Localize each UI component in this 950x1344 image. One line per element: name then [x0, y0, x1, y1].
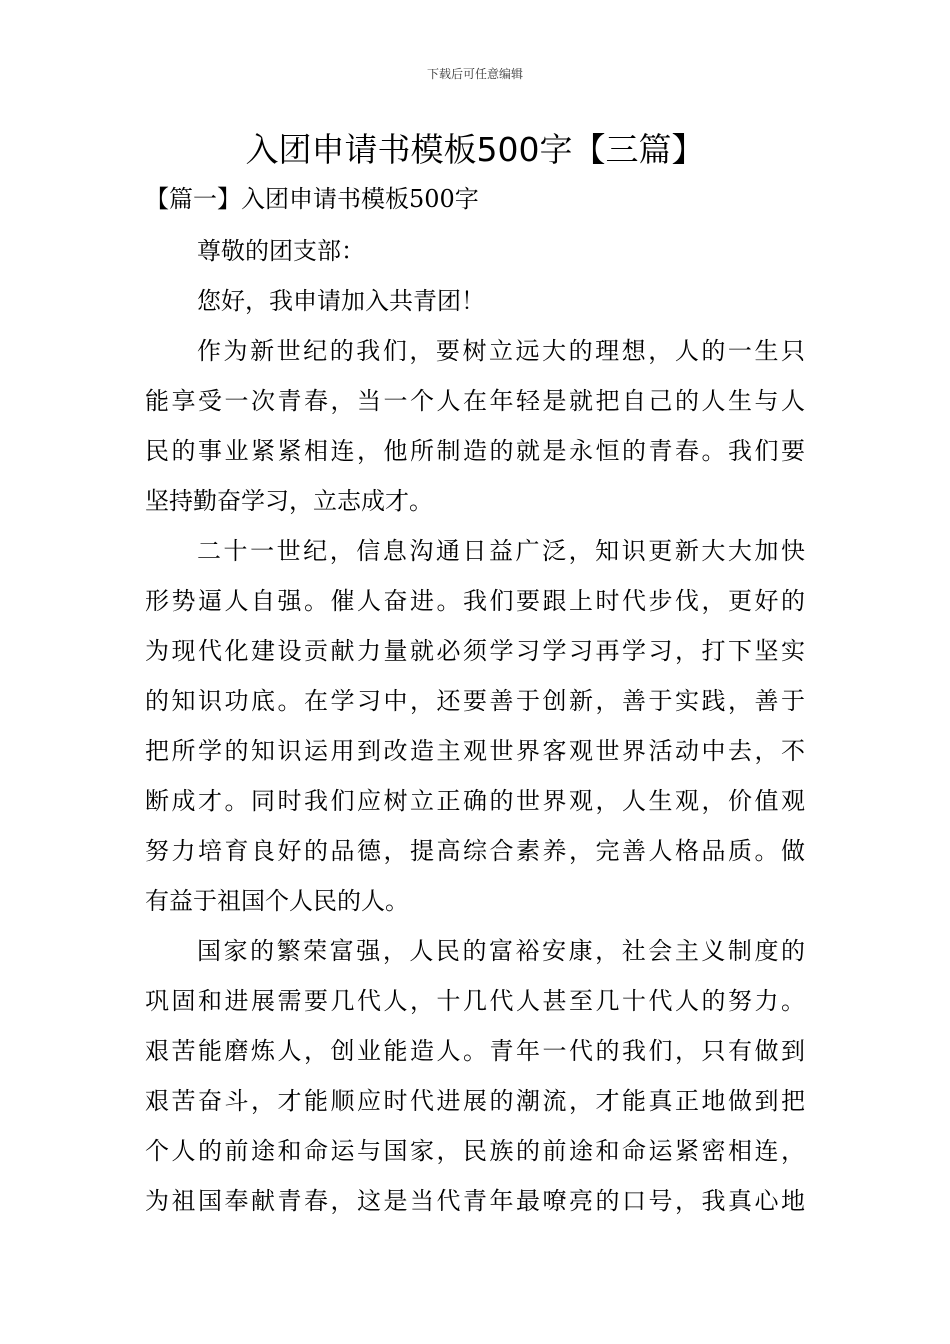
paragraph-line: 巩固和进展需要几代人，十几代人甚至几十代人的努力。 [145, 987, 805, 1015]
paragraph-line: 的知识功底。在学习中，还要善于创新，善于实践，善于 [145, 687, 805, 715]
document-body [145, 226, 805, 1226]
salutation-line: 尊敬的团支部： [197, 237, 365, 265]
paragraph-line: 形势逼人自强。催人奋进。我们要跟上时代步伐，更好的 [145, 587, 805, 615]
paragraph-line: 有益于祖国个人民的人。 [145, 887, 409, 915]
section-heading: 【篇一】入团申请书模板500字 [145, 185, 479, 213]
greeting-line: 您好，我申请加入共青团！ [197, 287, 485, 315]
paragraph-line: 能享受一次青春，当一个人在年轻是就把自己的人生与人 [145, 387, 805, 415]
paragraph-line: 为现代化建设贡献力量就必须学习学习再学习，打下坚实 [145, 637, 805, 665]
paragraph-line: 二十一世纪，信息沟通日益广泛，知识更新大大加快 [197, 537, 805, 565]
paragraph-line: 国家的繁荣富强，人民的富裕安康，社会主义制度的 [197, 937, 805, 965]
paragraph-line: 艰苦能磨炼人，创业能造人。青年一代的我们，只有做到 [145, 1037, 805, 1065]
paragraph-line: 坚持勤奋学习，立志成才。 [145, 487, 433, 515]
paragraph-line: 把所学的知识运用到改造主观世界客观世界活动中去，不 [145, 737, 805, 765]
paragraph-line: 民的事业紧紧相连，他所制造的就是永恒的青春。我们要 [145, 437, 805, 465]
document-title: 入团申请书模板500字【三篇】 [245, 130, 705, 169]
paragraph-line: 为祖国奉献青春，这是当代青年最嘹亮的口号，我真心地 [145, 1187, 805, 1215]
paragraph-line: 断成才。同时我们应树立正确的世界观，人生观，价值观 [145, 787, 805, 815]
paragraph-line: 艰苦奋斗，才能顺应时代进展的潮流，才能真正地做到把 [145, 1087, 805, 1115]
paragraph-line: 个人的前途和命运与国家，民族的前途和命运紧密相连， [145, 1137, 805, 1165]
header-note: 下载后可任意编辑 [426, 67, 523, 81]
paragraph-line: 努力培育良好的品德，提高综合素养，完善人格品质。做 [145, 837, 805, 865]
paragraph-line: 作为新世纪的我们，要树立远大的理想，人的一生只 [197, 337, 805, 365]
